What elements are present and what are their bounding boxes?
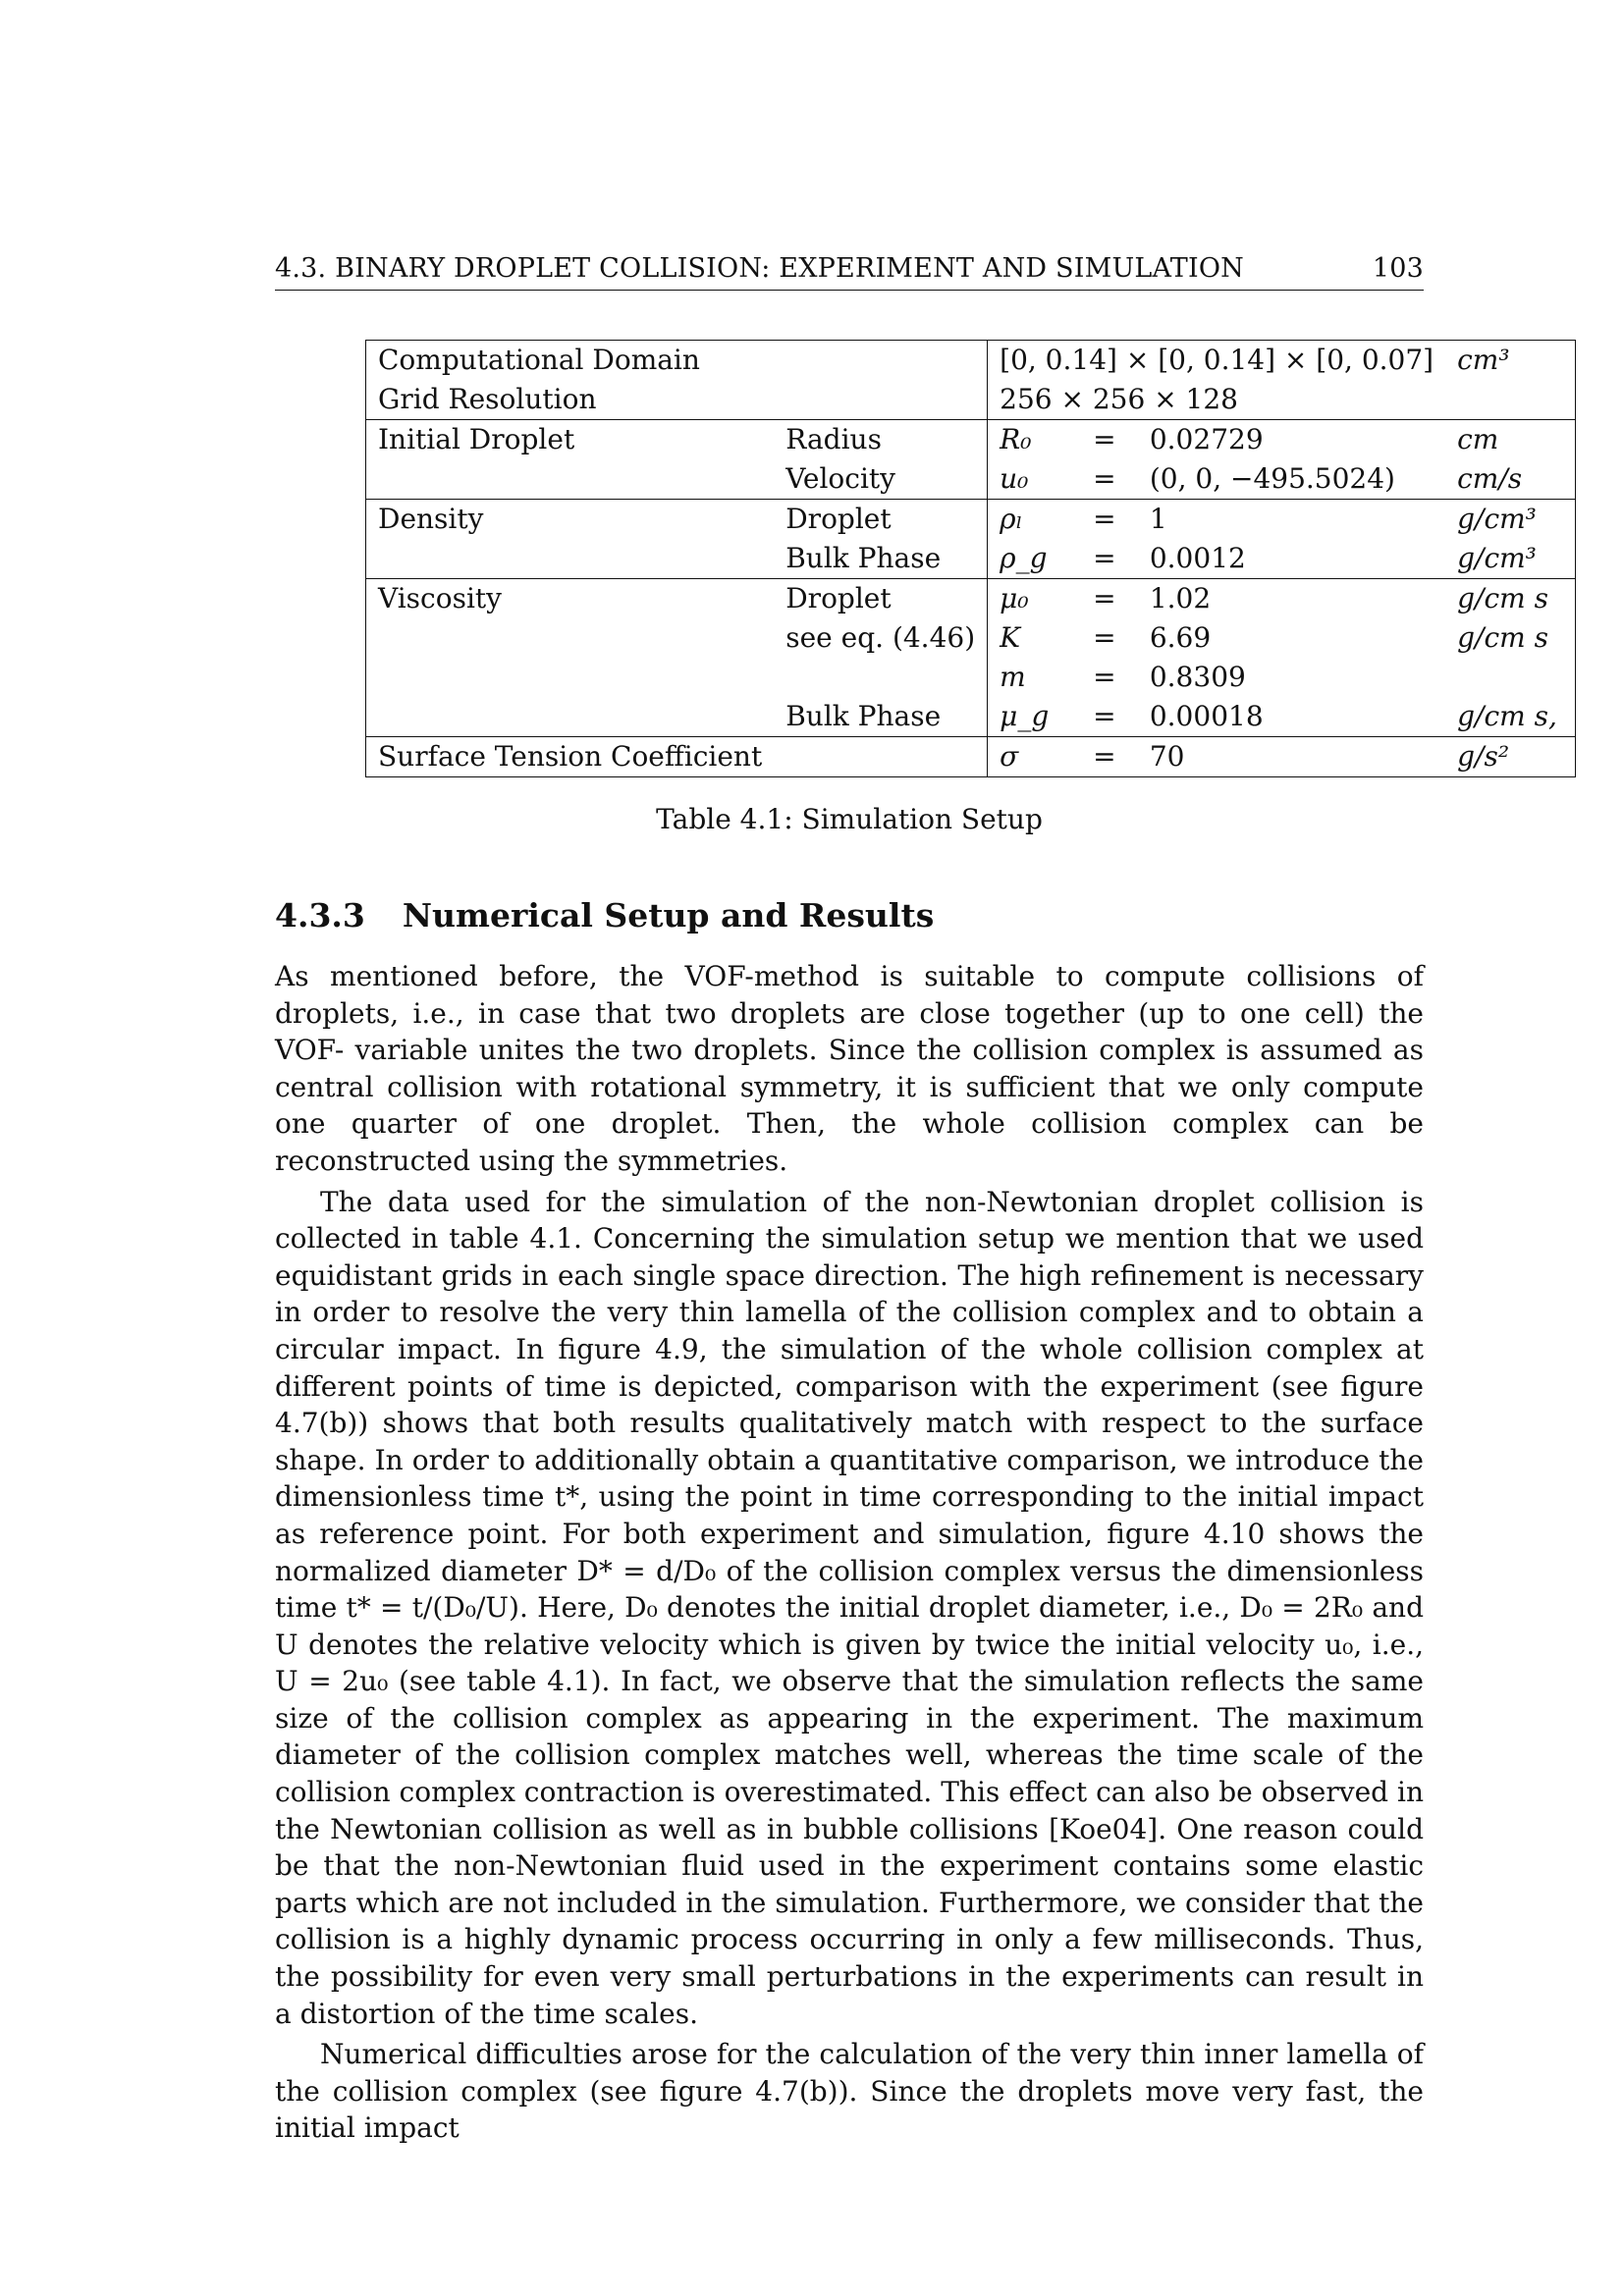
table-unit-cell: g/cm³ [1457,542,1537,574]
table-row [366,459,1576,500]
table-item-cell: Droplet [774,579,987,619]
table-value-cell: 1.02 [1138,579,1445,619]
section-heading [275,896,1424,934]
table-unit-cell: cm³ [1457,344,1510,376]
table-group-cell: Viscosity [366,579,775,619]
table-row [366,618,1576,658]
table-row [366,539,1576,579]
table-symbol-cell: μ₀ [988,579,1071,619]
table-eq-cell: = [1093,462,1116,495]
table-item-cell [774,737,987,777]
table-symbol-cell: u₀ [988,459,1071,500]
table-value-cell: [0, 0.14] × [0, 0.14] × [0, 0.07] [988,341,1445,381]
table-item-cell [774,658,987,697]
page [275,253,1557,2147]
paragraph: Numerical difficulties arose for the calculation of the very thin inner lamella of the collision complex (see figure 4.7(b)). Since the droplets move very fast, the initial impact [275,2038,1424,2145]
table-row [366,380,1576,420]
table-symbol-cell: μ_g [988,697,1071,737]
table-unit-cell: g/cm s, [1457,700,1557,732]
table-item-cell: Radius [774,420,987,460]
table-eq-cell: = [1093,700,1116,732]
table-unit-cell: g/cm s [1457,621,1548,654]
table-symbol-cell: ρ_g [988,539,1071,579]
table-unit-cell [1445,658,1575,697]
table-symbol-cell: ρₗ [988,500,1071,540]
table-eq-cell: = [1071,500,1138,540]
table-group-cell [366,658,775,697]
table-value-cell: 0.02729 [1138,420,1445,460]
table-value-cell: 1 [1138,500,1445,540]
table-row [366,579,1576,619]
table-eq-cell: = [1093,661,1116,693]
table-group-cell: Grid Resolution [378,383,597,415]
table-unit-cell: g/cm³ [1445,500,1575,540]
table-symbol-cell: m [988,658,1071,697]
table-group-cell: Initial Droplet [366,420,775,460]
table-group-cell: Density [366,500,775,540]
section-number: 4.3.3 [275,896,365,934]
table-row [366,737,1576,777]
table-value-cell: 6.69 [1149,621,1212,654]
table-group-cell [366,618,775,658]
table-row [366,420,1576,460]
table-eq-cell: = [1093,621,1116,654]
table-symbol-cell: σ [988,737,1071,777]
table-value-cell: 256 × 256 × 128 [988,380,1445,420]
table-group-cell [366,539,775,579]
paragraph: The data used for the simulation of the non-Newtonian droplet collision is collected in table 4.1. Concerning the simulation setup we mention that we used equidistant grids in each single space direction. The high refinement is necessary in order to resolve the very thin lamella of the collision complex and to obtain a circular impact. In figure 4.9, the simulation of the whole collision complex at different points of time is depicted, comparison with the experiment (see figure 4.7(b)) shows that both results qualitatively match with respect to the surface shape. In order to additionally obtain a quantitative comparison, we introduce the dimensionless time t*, using the point in time corresponding to the initial impact as reference point. For both experiment and simulation, figure 4.10 shows the normalized diameter D* = d/D₀ of the collision complex versus the dimensionless time t* = t/(D₀/U). Here, D₀ denotes the initial droplet diameter, i.e., D₀ = 2R₀ and U denotes the relative velocity which is given by twice the initial velocity u₀, i.e., U = 2u₀ (see table 4.1). In fact, we observe that the simulation reflects the same size of the collision complex as appearing in the experiment. The maximum diameter of the collision complex matches well, whereas the time scale of the collision complex contraction is overestimated. This effect can also be observed in the Newtonian collision as well as in bubble collisions [Koe04]. One reason could be that the non-Newtonian fluid used in the experiment contains some elastic parts which are not included in the simulation. Furthermore, we consider that the collision is a highly dynamic process occurring in only a few milliseconds. Thus, the possibility for even very small perturbations in the experiments can result in a distortion of the time scales. [275,1185,1424,2030]
table-eq-cell: = [1071,737,1138,777]
table-eq-cell: = [1071,579,1138,619]
table-item-cell: Bulk Phase [785,700,942,732]
table-item-cell: Droplet [774,500,987,540]
section-heading-title: Numerical Setup and Results [402,896,935,934]
table-group-cell [366,697,775,737]
table-item-cell: see eq. (4.46) [785,621,976,654]
table-value-cell: 0.0012 [1149,542,1246,574]
section-title: 4.3. BINARY DROPLET COLLISION: EXPERIMENT AND SIMULATION [275,253,1244,284]
table-symbol-cell: K [988,618,1071,658]
table-row [366,341,1576,381]
table-eq-cell: = [1071,420,1138,460]
page-number: 103 [1372,253,1424,284]
table-row [366,500,1576,540]
table-symbol-cell: R₀ [988,420,1071,460]
table-value-cell: 70 [1138,737,1445,777]
table-unit-cell [1445,380,1575,420]
table-group-cell [366,459,775,500]
table-unit-cell: cm [1445,420,1575,460]
running-head [275,253,1424,291]
table-unit-cell: g/s² [1445,737,1575,777]
table-row [366,658,1576,697]
table-row [366,697,1576,737]
paragraph: As mentioned before, the VOF-method is suitable to compute collisions of droplets, i.e., in case that two droplets are close together (up to one cell) the VOF- variable unites the two droplets. Since the collision complex is assumed as central collision with rotational symmetry, it is sufficient that we only compute one quarter of one droplet. Then, the whole collision complex can be reconstructed using the symmetries. [275,960,1424,1177]
table-unit-cell: g/cm s [1445,579,1575,619]
table-value-cell: 0.00018 [1149,700,1264,732]
table-item-cell: Bulk Phase [785,542,942,574]
table-value-cell: 0.8309 [1149,661,1246,693]
table-item-cell: Velocity [785,462,895,495]
table-value-cell: (0, 0, −495.5024) [1149,462,1395,495]
table-group-cell: Surface Tension Coefficient [366,737,775,777]
simulation-setup-table [365,340,1576,777]
table-caption: Table 4.1: Simulation Setup [656,803,1043,835]
table-group-cell: Computational Domain [378,344,700,376]
table-unit-cell: cm/s [1457,462,1523,495]
table-eq-cell: = [1093,542,1116,574]
